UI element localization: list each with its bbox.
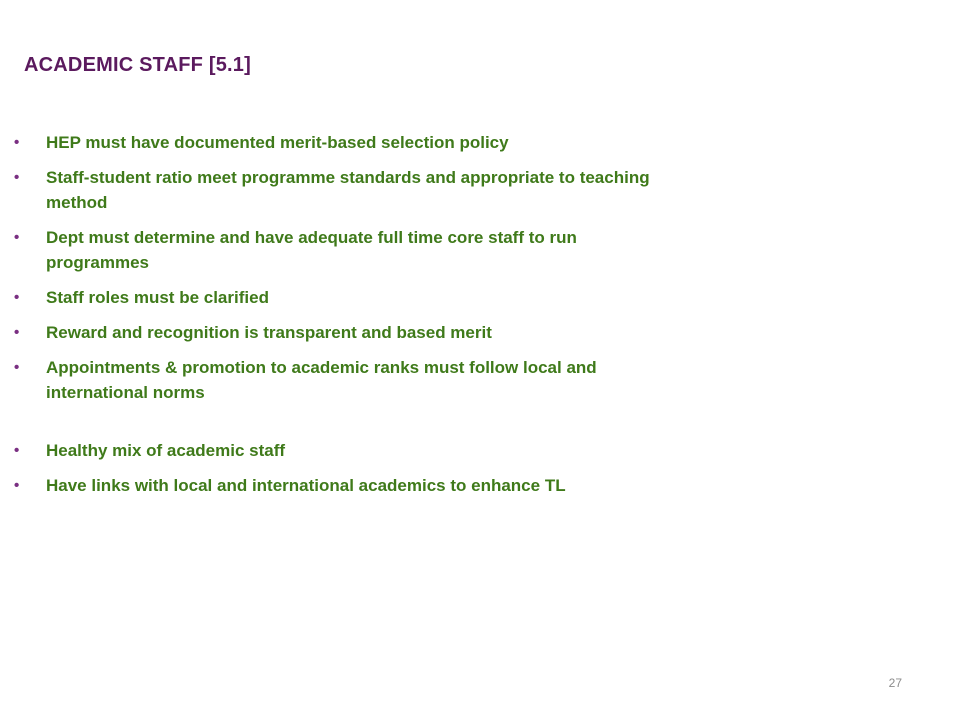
bullet-text: HEP must have documented merit-based selection policy: [46, 133, 509, 152]
bullet-list: [14, 130, 664, 508]
bullet-icon: •: [14, 229, 20, 246]
slide-title: ACADEMIC STAFF [5.1]: [24, 54, 251, 76]
page-number: 27: [888, 676, 902, 690]
bullet-icon: •: [14, 442, 20, 459]
bullet-text: Have links with local and international academics to enhance TL: [46, 476, 566, 495]
bullet-icon: •: [14, 359, 20, 376]
bullet-icon: •: [14, 477, 20, 494]
bullet-item: [14, 355, 664, 405]
bullet-item: [14, 320, 664, 345]
bullet-text: Dept must determine and have adequate full time core staff to run programmes: [46, 228, 577, 272]
bullet-icon: •: [14, 289, 20, 306]
bullet-text: Staff roles must be clarified: [46, 288, 269, 307]
bullet-icon: •: [14, 169, 20, 186]
bullet-item: [14, 165, 664, 215]
bullet-text: Healthy mix of academic staff: [46, 441, 286, 460]
bullet-icon: •: [14, 324, 20, 341]
bullet-text: Staff-student ratio meet programme standards and appropriate to teaching method: [46, 168, 650, 212]
bullet-item: [14, 225, 664, 275]
bullet-text: Appointments & promotion to academic ranks must follow local and international norms: [46, 358, 597, 402]
bullet-text: Reward and recognition is transparent and based merit: [46, 323, 492, 342]
bullet-item: [14, 285, 664, 310]
bullet-item: [14, 438, 664, 463]
bullet-item: [14, 130, 664, 155]
bullet-item: [14, 473, 664, 498]
bullet-icon: •: [14, 134, 20, 151]
